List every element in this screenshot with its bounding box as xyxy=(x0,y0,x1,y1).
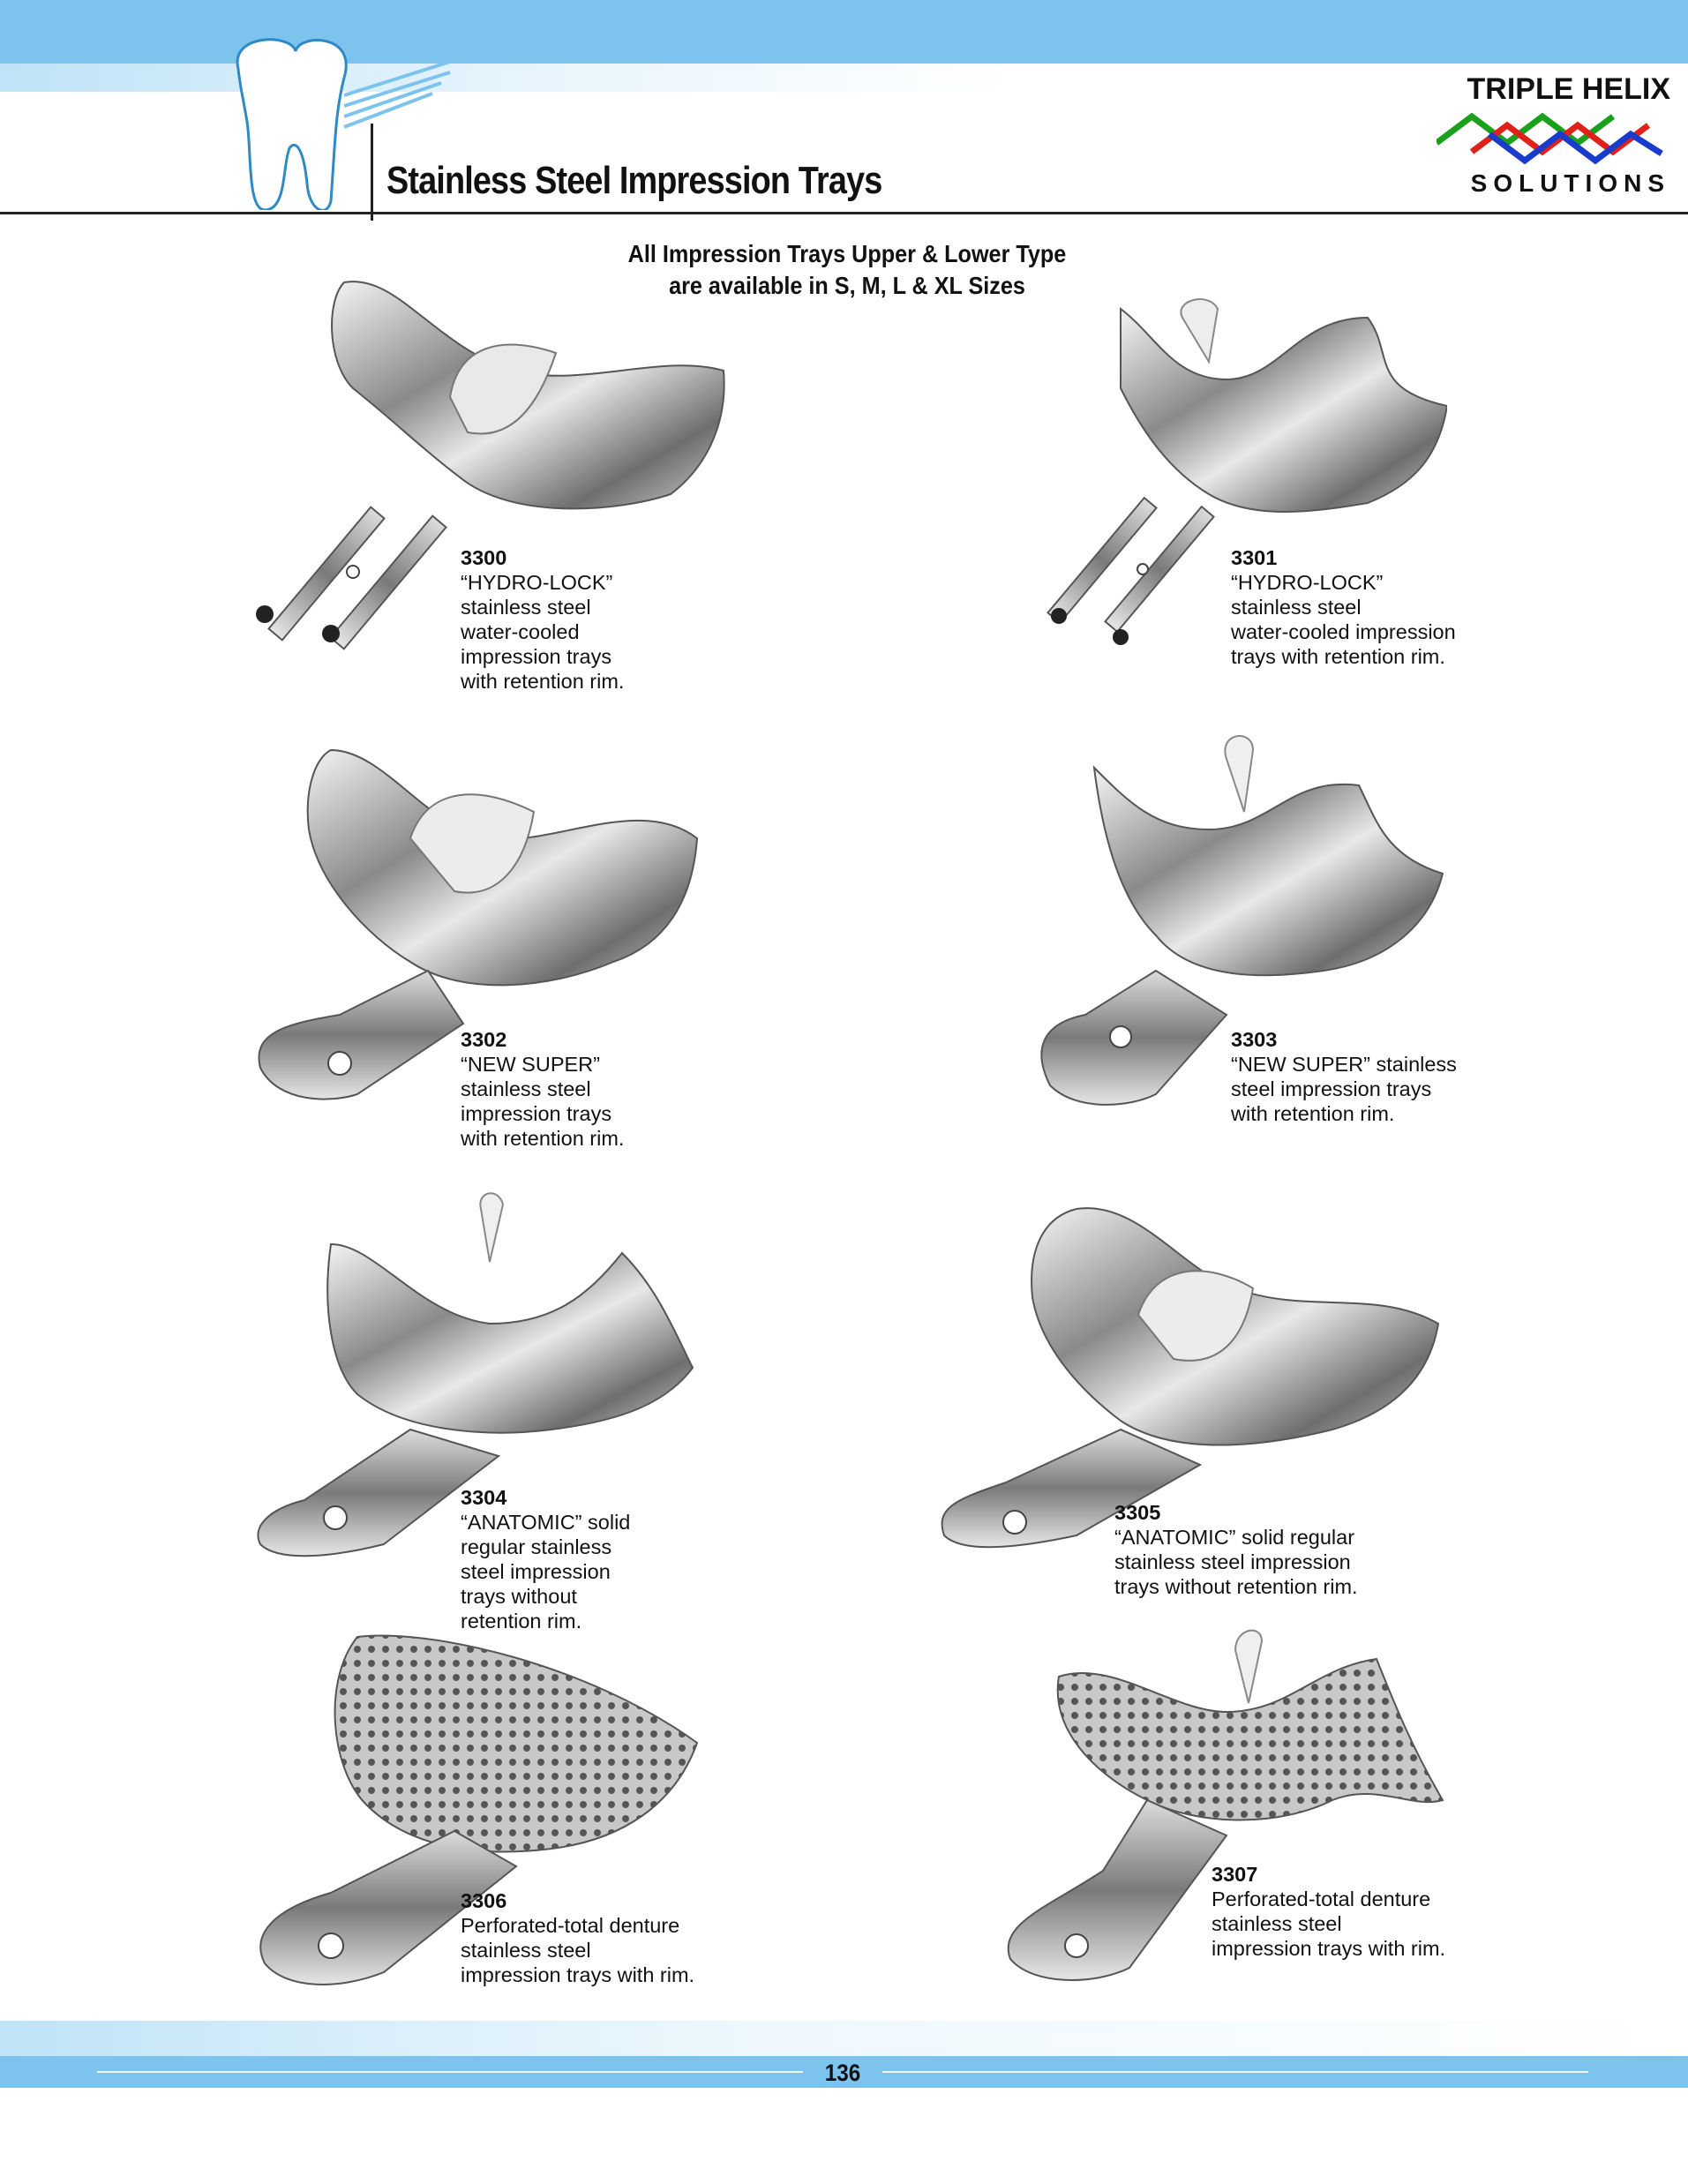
product-description: “HYDRO-LOCK” stainless steel water-cooled impression trays with retention rim. xyxy=(1231,571,1456,668)
product-code: 3307 xyxy=(1212,1863,1258,1886)
product-caption-3306 xyxy=(461,1888,694,1987)
product-description: “ANATOMIC” solid regular stainless steel impression trays without retention rim. xyxy=(461,1511,631,1632)
page-title: Stainless Steel Impression Trays xyxy=(386,159,882,202)
product-description: Perforated-total denture stainless steel impression trays with rim. xyxy=(461,1914,695,1986)
helix-logo-icon xyxy=(1437,108,1666,169)
product-caption-3304 xyxy=(461,1485,630,1633)
product-description: Perforated-total denture stainless steel impression trays with rim. xyxy=(1212,1888,1446,1960)
intro-line-2: are available in S, M, L & XL Sizes xyxy=(669,272,1025,299)
product-code: 3304 xyxy=(461,1486,507,1509)
product-description: “NEW SUPER” stainless steel impression trays with retention rim. xyxy=(1231,1053,1457,1125)
product-description: “HYDRO-LOCK” stainless steel water-cooled impression trays with retention rim. xyxy=(461,571,625,693)
product-caption-3303 xyxy=(1231,1027,1457,1126)
intro-line-1: All Impression Trays Upper & Lower Type xyxy=(627,240,1067,267)
product-code: 3302 xyxy=(461,1028,507,1051)
product-code: 3300 xyxy=(461,546,507,569)
company-logo xyxy=(1432,71,1670,203)
product-code: 3301 xyxy=(1231,546,1278,569)
product-caption-3300 xyxy=(461,545,624,694)
product-code: 3305 xyxy=(1114,1501,1161,1524)
product-caption-3307 xyxy=(1212,1862,1445,1961)
product-description: “ANATOMIC” solid regular stainless steel impression trays without retention rim. xyxy=(1114,1526,1358,1598)
logo-text-bottom: SOLUTIONS xyxy=(1470,169,1670,197)
product-caption-3302 xyxy=(461,1027,624,1151)
product-code: 3306 xyxy=(461,1889,507,1912)
product-caption-3301 xyxy=(1231,545,1456,669)
logo-text-top: TRIPLE HELIX xyxy=(1467,72,1670,106)
footer-band-light xyxy=(0,2021,1688,2056)
product-description: “NEW SUPER” stainless steel impression trays with retention rim. xyxy=(461,1053,625,1150)
product-code: 3303 xyxy=(1231,1028,1278,1051)
product-caption-3305 xyxy=(1114,1500,1358,1599)
header-rule xyxy=(0,212,1688,214)
title-divider xyxy=(371,124,373,221)
page-number: 136 xyxy=(824,2060,861,2086)
